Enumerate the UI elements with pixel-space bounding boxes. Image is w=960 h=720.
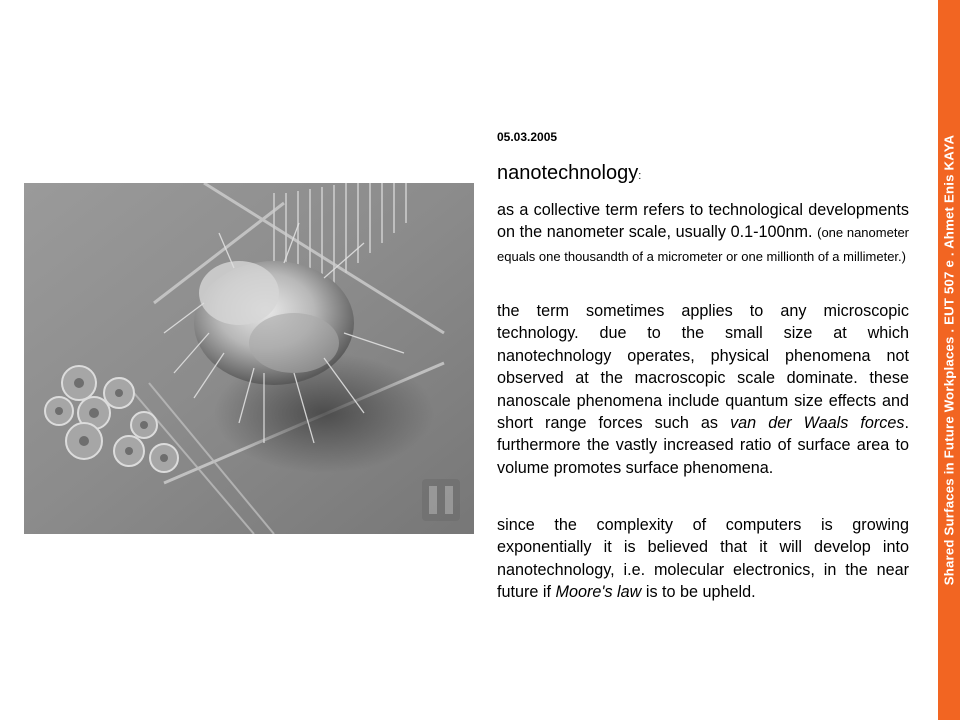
sidebar-caption: Shared Surfaces in Future Workplaces . EUT 507 e . Ahmet Enis KAYA: [941, 134, 957, 586]
page-title: [497, 162, 641, 185]
paragraph-definition: [497, 199, 909, 268]
phenomena-text-1: the term sometimes applies to any microscopic technology. due to the small size at which nanotechnology operates, physical phenomena not observed at the macroscopic scale dominate. these nanoscale phenomena include quantum size effects and short range forces such as: [497, 302, 909, 433]
title-text: nanotechnology: [497, 162, 639, 184]
date: 05.03.2005: [497, 130, 558, 144]
sandia-logo-mark: [422, 479, 460, 521]
computers-text-2: is to be upheld.: [641, 583, 756, 602]
paragraph-phenomena: [497, 300, 909, 479]
title-colon: :: [638, 170, 642, 182]
paragraph-computers: [497, 514, 909, 604]
definition-note: (one nanometer equals one thousandth of a micrometer or one millionth of a millimeter.): [497, 225, 909, 264]
computers-text-1: since the complexity of computers is growing exponentially it is believed that it will develop into nanotechnology, i.e. molecular electronics, in the near future if: [497, 516, 909, 602]
dust-mite-on-gears-image: [24, 183, 474, 534]
computers-italic: Moore's law: [555, 583, 642, 602]
microscope-photo: [24, 183, 474, 534]
definition-text: as a collective term refers to technological developments on the nanometer scale, usually 0.1-100nm.: [497, 201, 909, 242]
phenomena-italic: van der Waals forces: [730, 414, 905, 433]
sidebar-bar: [938, 0, 960, 720]
phenomena-text-2: . furthermore the vastly increased ratio of surface area to volume promotes surface phenomena.: [497, 414, 909, 477]
